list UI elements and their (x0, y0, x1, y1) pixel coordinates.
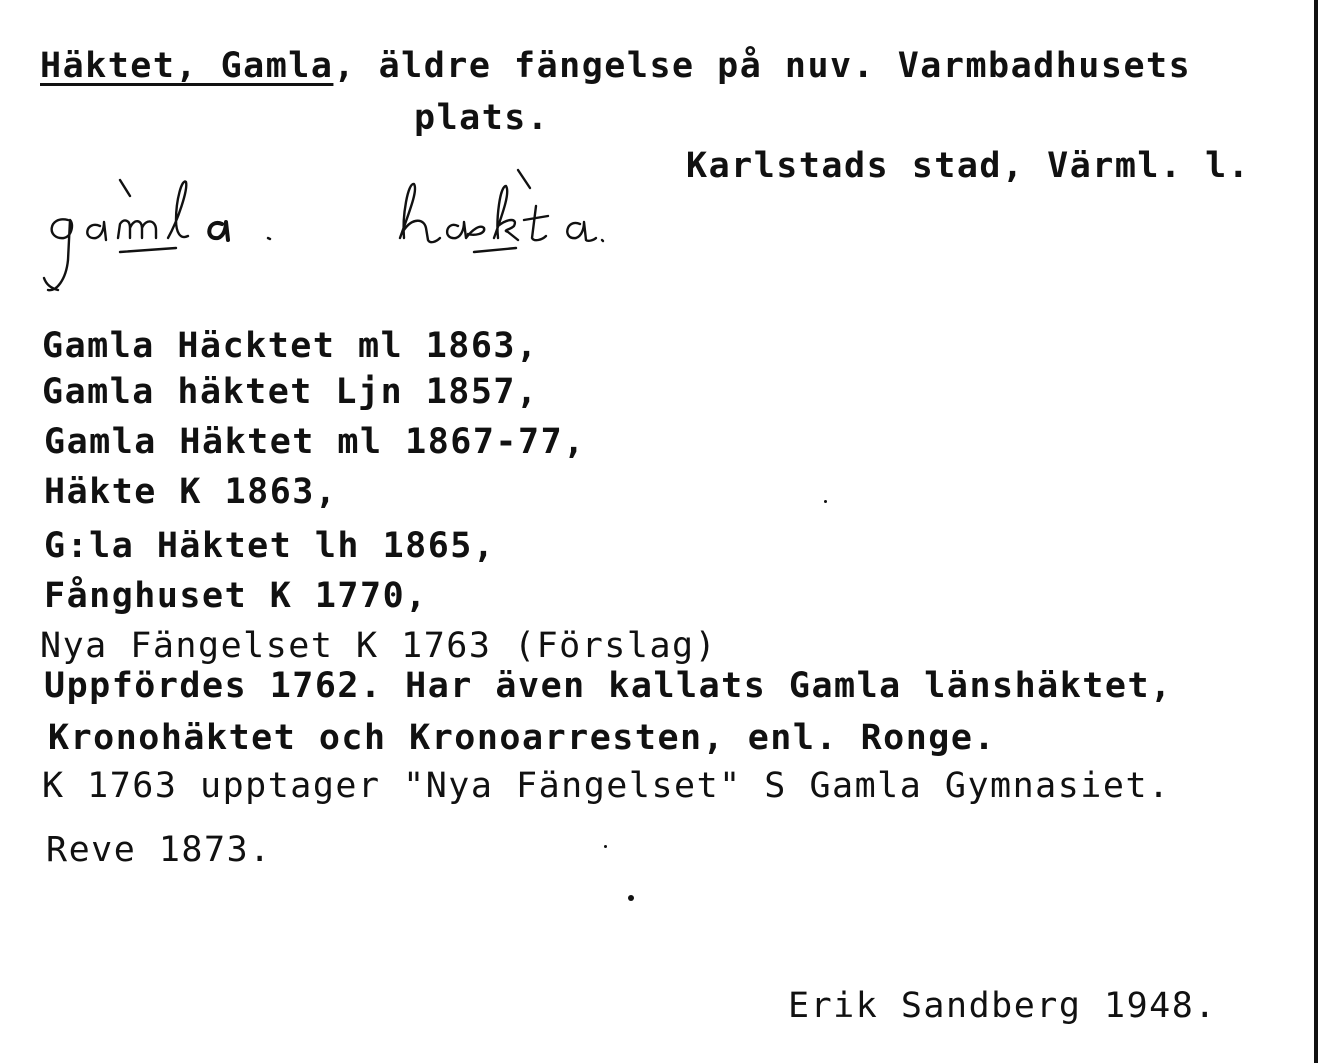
entry-1: Gamla Häcktet ml 1863, (42, 326, 539, 366)
header-description-continued: plats. (414, 98, 550, 138)
signature: Erik Sandberg 1948. (788, 986, 1217, 1026)
handwritten-note-graphic (38, 160, 718, 300)
entry-8: Uppfördes 1762. Har även kallats Gamla länshäktet, (44, 666, 1173, 706)
entry-3: Gamla Häktet ml 1867-77, (44, 422, 586, 462)
place-label: Karlstads stad, Värml. l. (686, 146, 1251, 186)
ink-speck (604, 845, 607, 848)
entry-5: G:la Häktet lh 1865, (44, 526, 496, 566)
entry-9: Kronohäktet och Kronoarresten, enl. Ronge. (48, 718, 997, 758)
entry-11: Reve 1873. (46, 830, 272, 870)
entry-4: Häkte K 1863, (44, 472, 338, 512)
ink-speck (824, 500, 827, 503)
entry-6: Fånghuset K 1770, (44, 576, 428, 616)
entry-7: Nya Fängelset K 1763 (Förslag) (40, 626, 718, 666)
card-edge (1314, 0, 1318, 1063)
header-line (40, 46, 1191, 86)
header-description: , äldre fängelse på nuv. Varmbadhusets (333, 46, 1192, 86)
handwritten-note (38, 160, 718, 300)
ink-speck (628, 895, 634, 901)
entry-2: Gamla häktet Ljn 1857, (42, 372, 539, 412)
entry-10: K 1763 upptager "Nya Fängelset" S Gamla Gymnasiet. (42, 766, 1171, 806)
headword: Häktet, Gamla (40, 46, 334, 86)
